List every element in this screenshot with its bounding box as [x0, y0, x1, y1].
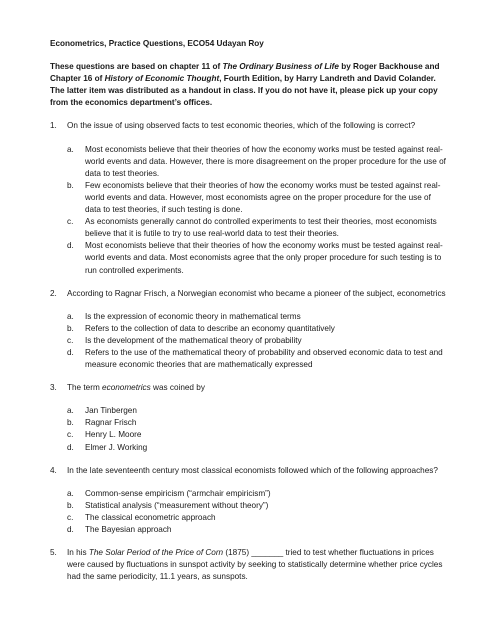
- option-letter: d.: [67, 525, 74, 534]
- intro-paragraph: [50, 61, 449, 109]
- option-item: [67, 429, 449, 441]
- option-letter: a.: [67, 311, 74, 321]
- question-number: 1.: [50, 121, 57, 131]
- option-letter: b.: [67, 418, 74, 428]
- option-list: [67, 311, 449, 371]
- option-text: Few economists believe that their theories of how the economy works must be tested against real-world events and data. However, most economists agree on the proper procedure for the use of data to test theories, if such testing is done.: [85, 180, 441, 215]
- intro-text-2: by Roger Backhouse and Chapter 16 of: [50, 62, 440, 84]
- option-text: Henry L. Moore: [85, 430, 142, 440]
- option-list: [67, 144, 449, 277]
- option-letter: b.: [67, 323, 74, 333]
- option-text: Is the expression of economic theory in mathematical terms: [85, 311, 301, 321]
- book-title-2: History of Economic Thought: [104, 74, 220, 84]
- question-number: 2.: [50, 288, 57, 298]
- intro-text-1: These questions are based on chapter 11 of: [50, 62, 223, 72]
- option-item: [67, 488, 449, 500]
- option-letter: a.: [67, 488, 74, 498]
- option-item: [67, 500, 449, 512]
- option-letter: a.: [67, 406, 74, 416]
- option-text: As economists generally cannot do controlled experiments to test their theories, most economists believe that it is futile to try to use real-world data to test their theories.: [85, 217, 437, 239]
- option-item: [67, 144, 449, 180]
- option-item: [67, 442, 449, 454]
- question-text-post: (1875) _______ tried to test whether fluctuations in prices were caused by fluctuations in sunspot activity by seeking to statistically determine whether price cycles had the same periodicity, 11.1 years, as sunspots.: [67, 548, 443, 582]
- option-list: [67, 488, 449, 536]
- question-text: In the late seventeenth century most classical economists followed which of the following approaches?: [67, 465, 438, 475]
- option-item: [67, 311, 449, 323]
- option-letter: c.: [67, 217, 74, 227]
- option-letter: c.: [67, 512, 74, 522]
- option-item: [67, 417, 449, 429]
- question-2: [50, 288, 449, 372]
- document-title: Econometrics, Practice Questions, ECO54 Udayan Roy: [50, 39, 264, 48]
- question-1: [50, 120, 449, 276]
- option-letter: b.: [67, 180, 74, 190]
- option-item: [67, 323, 449, 335]
- option-text: Refers to the collection of data to describe an economy quantitatively: [85, 323, 335, 333]
- option-item: [67, 240, 449, 276]
- question-text-post: was coined by: [150, 383, 205, 393]
- question-number: 5.: [50, 548, 57, 558]
- question-text: [67, 382, 449, 394]
- question-text-pre: The term: [67, 383, 103, 393]
- option-item: [67, 216, 449, 240]
- option-letter: c.: [67, 430, 74, 440]
- question-text-emphasis: econometrics: [102, 383, 151, 393]
- option-letter: a.: [67, 144, 74, 154]
- question-3: [50, 382, 449, 453]
- option-item: [67, 347, 449, 371]
- option-letter: c.: [67, 335, 74, 345]
- option-text: Refers to the use of the mathematical theory of probability and observed economic data to test and measure economic theories that are mathematically expressed: [85, 347, 443, 370]
- question-text: On the issue of using observed facts to test economic theories, which of the following is correct?: [67, 121, 416, 131]
- option-letter: d.: [67, 241, 74, 251]
- option-text: Elmer J. Working: [85, 442, 148, 452]
- option-text: Jan Tinbergen: [85, 406, 137, 416]
- question-number: 3.: [50, 383, 57, 393]
- option-item: [67, 405, 449, 417]
- option-text: Most economists believe that their theories of how the economy works must be tested against real-world events and data. However, there is more disagreement on the proper procedure for the use of data to test theories.: [85, 144, 446, 178]
- option-text: Common-sense empiricism (“armchair empiricism”): [85, 488, 271, 498]
- book-title-1: The Ordinary Business of Life: [222, 62, 339, 72]
- option-item: [67, 524, 449, 536]
- option-text: The classical econometric approach: [85, 512, 216, 522]
- option-text: Ragnar Frisch: [85, 418, 137, 428]
- question-5: [50, 547, 449, 583]
- option-item: [67, 512, 449, 524]
- question-number: 4.: [50, 465, 57, 475]
- option-letter: d.: [67, 442, 74, 452]
- option-letter: d.: [67, 347, 74, 357]
- intro-text-3: , Fourth Edition, by Harry Landreth and David Colander. The latter item was distributed as a handout in class. If you do not have it, please pick up your copy from the economics department’s offices.: [50, 74, 438, 108]
- option-text: The Bayesian approach: [85, 525, 172, 534]
- option-list: [67, 405, 449, 453]
- option-item: [67, 180, 449, 216]
- question-4: [50, 465, 449, 536]
- option-text: Most economists believe that their theories of how the economy works must be tested against real-world events and data. Most economists agree that the only proper procedure for such testing is to run controlled experiments.: [85, 241, 443, 275]
- question-text-pre: In his: [67, 548, 89, 558]
- option-letter: b.: [67, 500, 74, 510]
- option-text: Is the development of the mathematical theory of probability: [85, 335, 302, 345]
- option-text: Statistical analysis (“measurement without theory”): [85, 500, 269, 510]
- question-text-emphasis: The Solar Period of the Price of Corn: [88, 548, 224, 558]
- question-text: [67, 547, 449, 583]
- option-item: [67, 335, 449, 347]
- question-text: According to Ragnar Frisch, a Norwegian economist who became a pioneer of the subject, econometrics: [67, 288, 446, 298]
